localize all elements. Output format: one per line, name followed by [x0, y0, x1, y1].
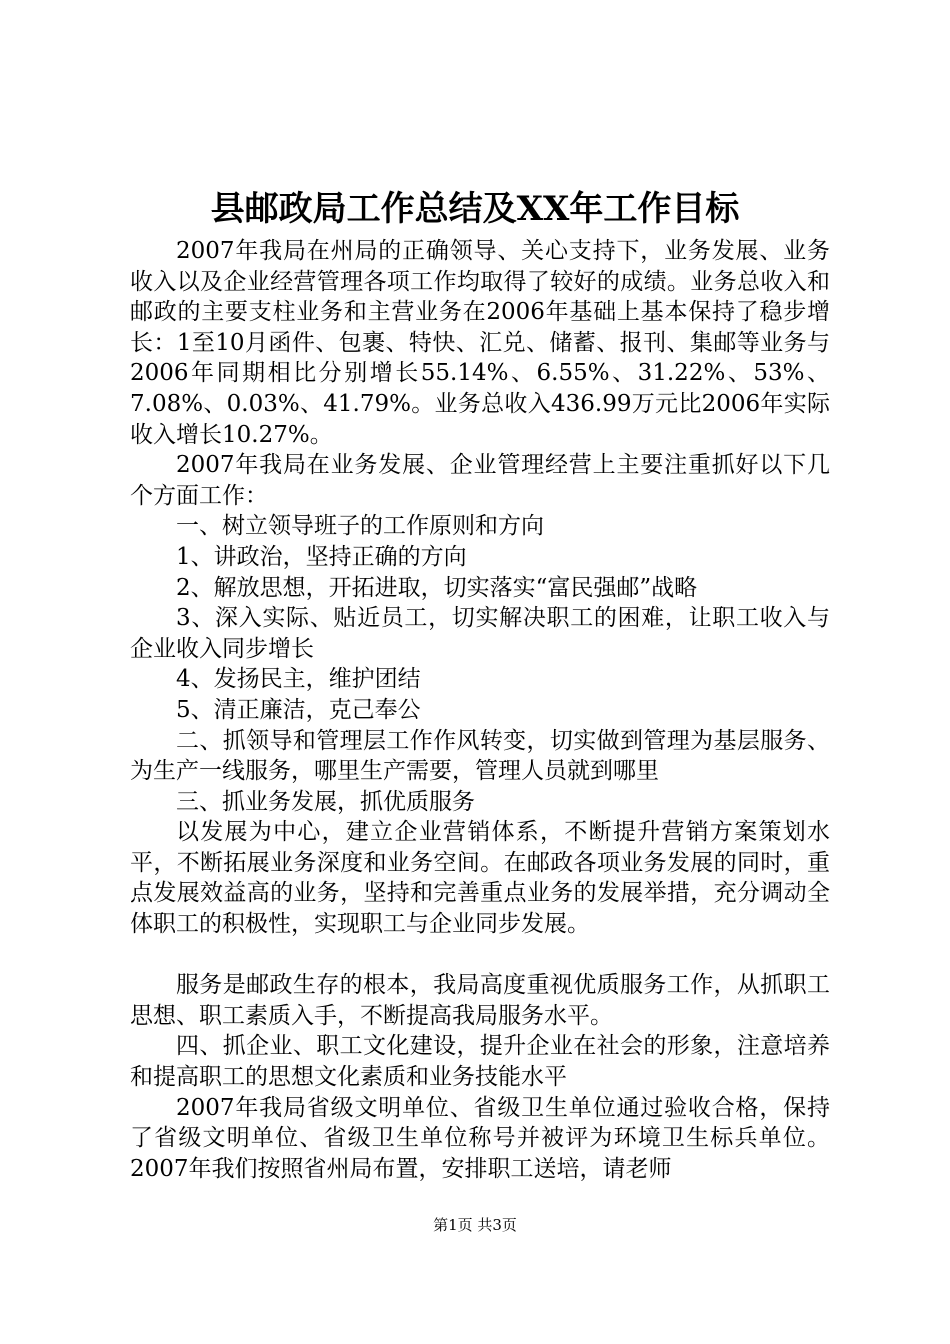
paragraph-development: 以发展为中心，建立企业营销体系，不断提升营销方案策划水平，不断拓展业务深度和业务空间。在邮政各项业务发展的同时，重点发展效益高的业务，坚持和完善重点业务的发展举措，充分调动全体职工的积极性，实现职工与企业同步发展。	[130, 819, 830, 938]
paragraph-service: 服务是邮政生存的根本，我局高度重视优质服务工作，从抓职工思想、职工素质入手，不断提高我局服务水平。	[130, 972, 830, 1029]
document-title: 县邮政局工作总结及XX年工作目标	[210, 189, 740, 229]
paragraph-civilization: 2007年我局省级文明单位、省级卫生单位通过验收合格，保持了省级文明单位、省级卫生单位称号并被评为环境卫生标兵单位。2007年我们按照省州局布置，安排职工送培，请老师	[130, 1094, 830, 1182]
list-item-4: 4、发扬民主，维护团结	[176, 666, 421, 693]
list-item-3: 3、深入实际、贴近员工，切实解决职工的困难，让职工收入与企业收入同步增长	[130, 605, 830, 662]
paragraph-business-summary: 2007年我局在州局的正确领导、关心支持下，业务发展、业务收入以及企业经营管理各项工作均取得了较好的成绩。业务总收入和邮政的主要支柱业务和主营业务在2006年基础上基本保持了稳步增长：1至10月函件、包裹、特快、汇兑、储蓄、报刊、集邮等业务与2006年同期相比分别增长55.14%、6.55%、31.22%、53%、7.08%、0.03%、41.79%。业务总收入436.99万元比2006年实际收入增长10.27%。	[130, 238, 830, 448]
heading-section-two: 二、抓领导和管理层工作作风转变，切实做到管理为基层服务、为生产一线服务，哪里生产需要，管理人员就到哪里	[130, 727, 830, 785]
list-item-1: 1、讲政治，坚持正确的方向	[176, 543, 467, 570]
list-item-2: 2、解放思想，开拓进取，切实落实“富民强邮”战略	[176, 574, 698, 601]
document-body	[130, 236, 830, 1184]
list-item-5: 5、清正廉洁，克己奉公	[176, 696, 421, 723]
heading-section-one: 一、树立领导班子的工作原则和方向	[176, 513, 544, 540]
paragraph-work-intro: 2007年我局在业务发展、企业管理经营上主要注重抓好以下几个方面工作：	[130, 452, 830, 509]
page-number-footer: 第1页 共3页	[433, 1216, 517, 1234]
heading-section-four: 四、抓企业、职工文化建设，提升企业在社会的形象，注意培养和提高职工的思想文化素质和业务技能水平	[130, 1033, 830, 1091]
blank-line	[130, 940, 830, 971]
heading-section-three: 三、抓业务发展，抓优质服务	[176, 788, 475, 815]
